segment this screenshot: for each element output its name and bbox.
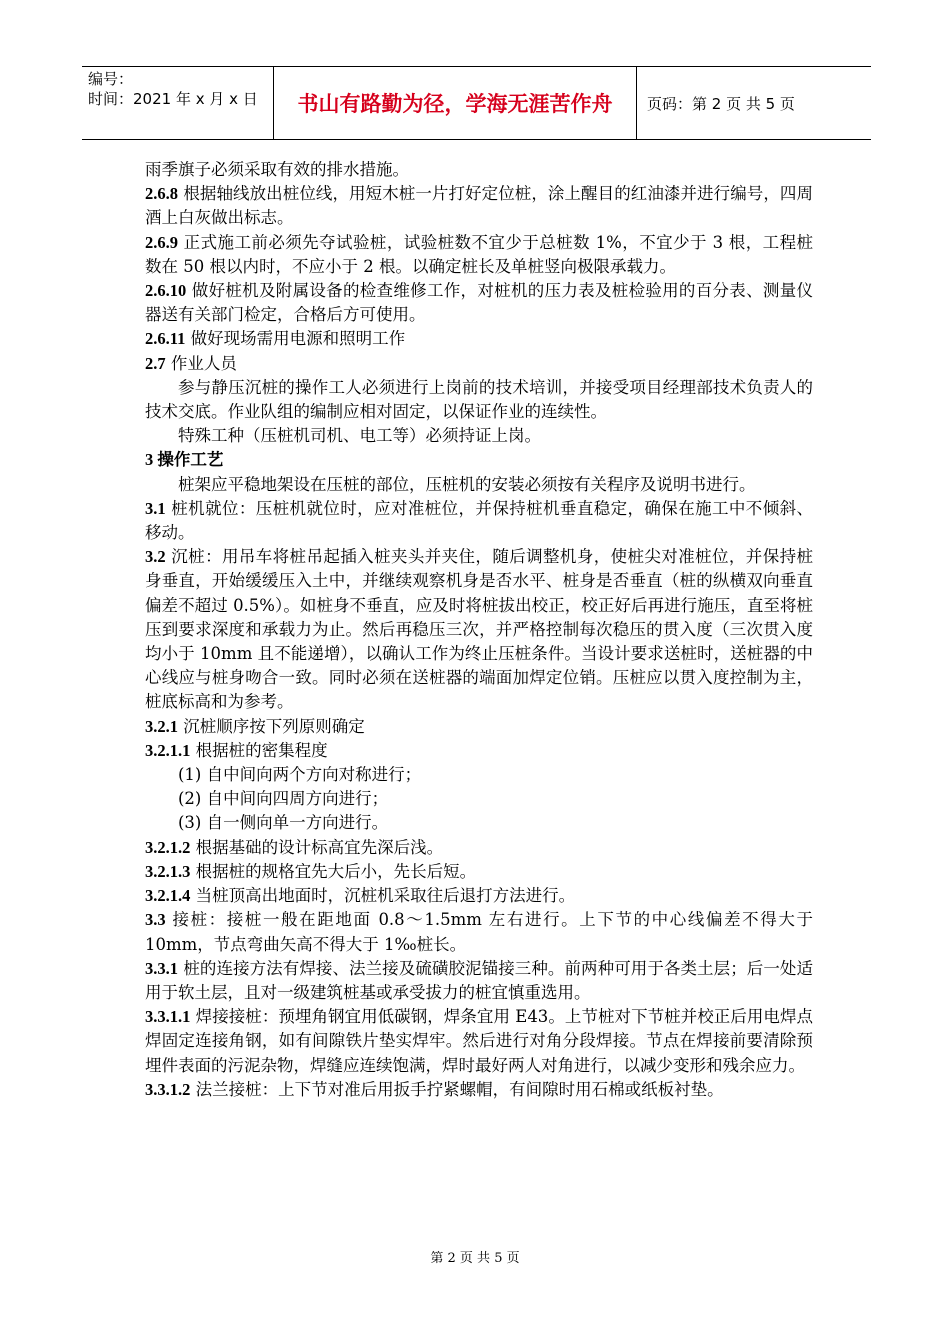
paragraph-text: 做好桩机及附属设备的检查维修工作，对桩机的压力表及桩检验用的百分表、测量仪器送有关部门检定，合格后方可使用。 (145, 281, 813, 325)
paragraph-text: 法兰接桩：上下节对准后用扳手拧紧螺帽，有间隙时用石棉或纸板衬垫。 (190, 1079, 724, 1099)
paragraph-text: 根据桩的规格宜先大后小，先长后短。 (190, 861, 477, 881)
paragraph-text: 沉桩：用吊车将桩吊起插入桩夹头并夹住，随后调整机身，使桩尖对准桩位，并保持桩身垂直，开始缓缓压入土中，并继续观察机身是否水平、桩身是否垂直（桩的纵横双向垂直偏差不超过 0.5%）。如桩身不垂直，应及时将桩拔出校正，校正好后再进行施压，直至将桩压到要求深度和承载力为止。然后再稳压三次，并严格控制每次稳压的贯入度（三次贯入度均小于 10mm 且不能递增），以确认工作为终止压桩条件。当设计要求送桩时，送桩器的中心线应与桩身吻合一致。同时必须在送桩器的端面加焊定位销。压桩应以贯入度控制为主，桩底标高和为参考。 (145, 547, 813, 712)
paragraph-text: 参与静压沉桩的操作工人必须进行上岗前的技术培训，并接受项目经理部技术负责人的技术交底。作业队组的编制应相对固定，以保证作业的连续性。 (145, 377, 813, 422)
paragraph-text: 雨季旗子必须采取有效的排水措施。 (145, 160, 409, 179)
paragraph-text: 桩架应平稳地架设在压桩的部位，压桩机的安装必须按有关程序及说明书进行。 (178, 474, 756, 494)
paragraph-text: 当桩顶高出地面时，沉桩机采取往后退打方法进行。 (190, 886, 576, 906)
body-paragraph (145, 376, 813, 424)
body-paragraph (145, 908, 813, 956)
paragraph-text: (1) 自中间向两个方向对称进行； (178, 765, 422, 785)
header-meta (82, 67, 274, 139)
paragraph-text: 根据轴线放出桩位线，用短木桩一片打好定位桩，涂上醒目的红油漆并进行编号，四周酒上白灰做出标志。 (145, 184, 813, 228)
paragraph-text: 桩的连接方法有焊接、法兰接及硫磺胶泥锚接三种。前两种可用于各类土层；后一处适用于软土层，且对一级建筑桩基或承受拔力的桩宜慎重选用。 (145, 958, 813, 1002)
header-motto: 书山有路勤为径，学海无涯苦作舟 (274, 67, 637, 139)
body-paragraph (145, 836, 813, 860)
paragraph-text: 焊接接桩：预埋角钢宜用低碳钢，焊条宜用 E43。上节桩对下节桩并校正后用电焊点焊固定连接角钢，如有间隙铁片垫实焊牢。然后进行对角分段焊接。节点在焊接前要清除预埋件表面的污泥杂物，焊缝应连续饱满，焊时最好两人对角进行，以减少变形和残余应力。 (145, 1007, 813, 1075)
body-paragraph (145, 957, 813, 1005)
paragraph-text: (2) 自中间向四周方向进行； (178, 789, 389, 809)
body-paragraph (145, 352, 813, 376)
body-paragraph (145, 182, 813, 230)
body-paragraph (145, 1005, 813, 1078)
paragraph-text: 接桩：接桩一般在距地面 0.8～1.5mm 左右进行。上下节的中心线偏差不得大于 10mm，节点弯曲矢高不得大于 1‰桩长。 (145, 910, 813, 954)
body-paragraph (145, 231, 813, 279)
body-paragraph (145, 327, 813, 351)
paragraph-text: 根据基础的设计标高宜先深后浅。 (190, 837, 444, 857)
clause-number: 3.1 (145, 498, 166, 518)
body-paragraph (145, 884, 813, 908)
section-heading (145, 448, 813, 472)
clause-number: 2.7 (145, 353, 166, 373)
paragraph-text: 做好现场需用电源和照明工作 (185, 329, 406, 349)
body-paragraph (145, 424, 813, 448)
clause-number: 3.2.1.1 (145, 740, 191, 760)
clause-number: 3.3 (145, 910, 166, 930)
body-paragraph (145, 811, 813, 835)
body-paragraph (145, 158, 813, 182)
clause-number: 3.2.1.4 (145, 886, 191, 906)
body-paragraph (145, 715, 813, 739)
paragraph-text: 桩机就位：压桩机就位时，应对准桩位，并保持桩机垂直稳定，确保在施工中不倾斜、移动。 (145, 498, 813, 543)
paragraph-text: 特殊工种（压桩机司机、电工等）必须持证上岗。 (178, 426, 541, 446)
clause-number: 2.6.8 (145, 184, 178, 204)
clause-number: 3.2 (145, 547, 166, 567)
clause-number: 3 操作工艺 (145, 450, 224, 470)
clause-number: 3.3.1.1 (145, 1007, 191, 1027)
body-paragraph (145, 739, 813, 763)
paragraph-text: (3) 自一侧向单一方向进行。 (178, 813, 389, 833)
paragraph-text: 作业人员 (165, 353, 237, 373)
document-body (145, 158, 813, 1102)
body-paragraph (145, 473, 813, 497)
page-header (82, 66, 871, 140)
body-paragraph (145, 279, 813, 327)
body-paragraph (145, 497, 813, 545)
clause-number: 2.6.10 (145, 281, 187, 301)
clause-number: 3.3.1 (145, 958, 178, 978)
document-date: 时间：2021 年 x 月 x 日 (88, 90, 258, 108)
page-footer: 第 2 页 共 5 页 (430, 1251, 520, 1266)
clause-number: 2.6.11 (145, 329, 186, 349)
clause-number: 3.2.1 (145, 716, 178, 736)
clause-number: 3.2.1.3 (145, 861, 191, 881)
paragraph-text: 根据桩的密集程度 (190, 740, 328, 760)
body-paragraph (145, 1078, 813, 1102)
paragraph-text: 沉桩顺序按下列原则确定 (178, 716, 365, 736)
clause-number: 3.2.1.2 (145, 837, 191, 857)
clause-number: 2.6.9 (145, 232, 178, 252)
body-paragraph (145, 763, 813, 787)
body-paragraph (145, 860, 813, 884)
document-number: 编号： (88, 70, 134, 88)
paragraph-text: 正式施工前必须先夺试验桩，试验桩数不宜少于总桩数 1%，不宜少于 3 根，工程桩数在 50 根以内时，不应小于 2 根。以确定桩长及单桩竖向极限承载力。 (145, 232, 813, 276)
body-paragraph (145, 787, 813, 811)
clause-number: 3.3.1.2 (145, 1079, 191, 1099)
header-page-info: 页码：第 2 页 共 5 页 (647, 94, 795, 113)
body-paragraph (145, 545, 813, 714)
